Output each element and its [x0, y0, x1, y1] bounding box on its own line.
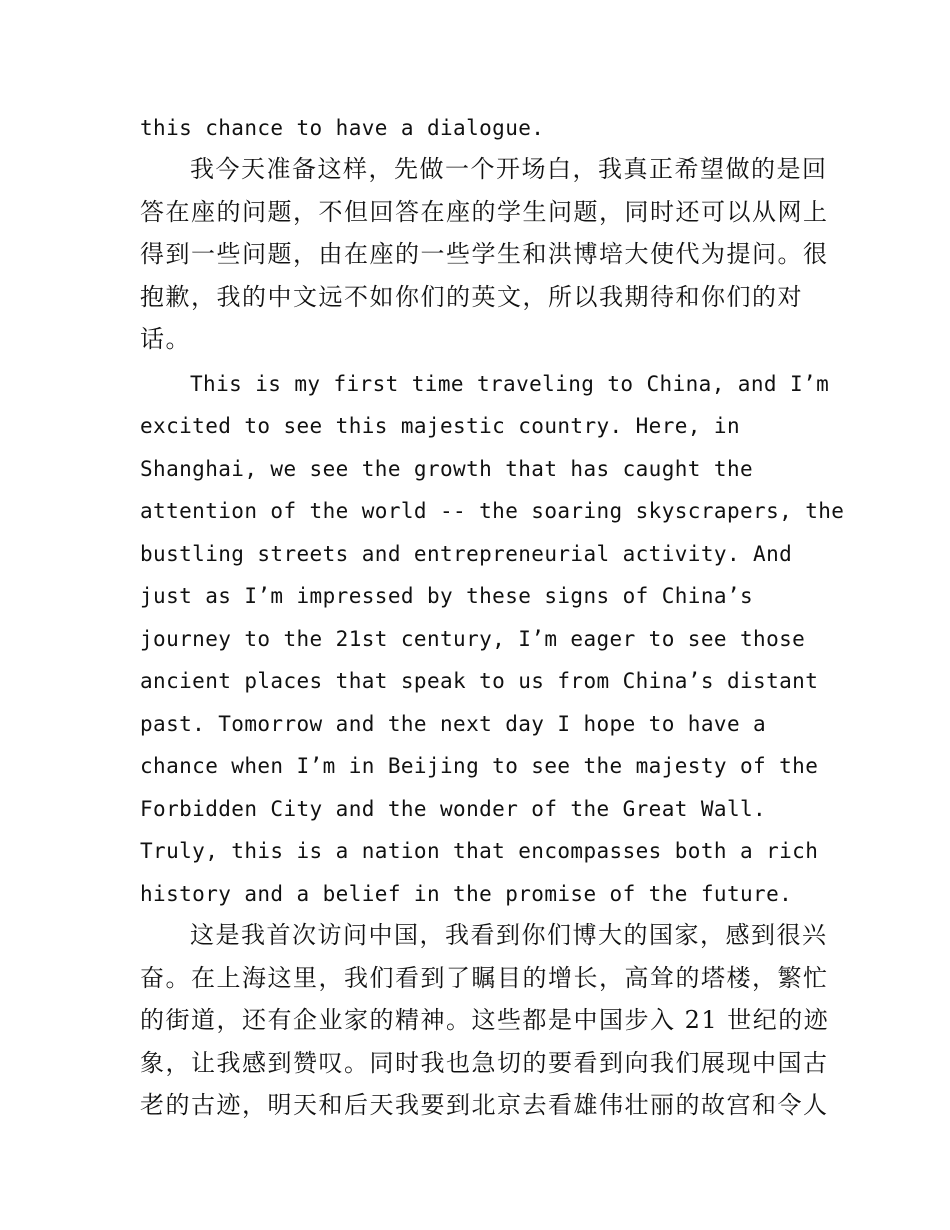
text-line: journey to the 21st century, I’m eager to see those	[140, 627, 806, 651]
text-line: 象，让我感到赞叹。同时我也急切的要看到向我们展现中国古	[140, 1049, 829, 1077]
text-line: Shanghai, we see the growth that has caught the	[140, 457, 754, 481]
text-line: just as I’m impressed by these signs of China’s	[140, 584, 754, 608]
text-line: past. Tomorrow and the next day I hope to have a	[140, 712, 767, 736]
text-line: attention of the world -- the soaring skyscrapers, the	[140, 499, 845, 523]
text-line: this chance to have a dialogue.	[140, 116, 545, 140]
text-line: 老的古迹，明天和后天我要到北京去看雄伟壮丽的故宫和令人	[140, 1091, 829, 1119]
text-line: 这是我首次访问中国，我看到你们博大的国家，感到很兴	[190, 921, 828, 949]
text-line: 奋。在上海这里，我们看到了瞩目的增长，高耸的塔楼，繁忙	[140, 964, 829, 992]
text-line: 得到一些问题，由在座的一些学生和洪博培大使代为提问。很	[140, 240, 829, 268]
text-line: 话。	[140, 325, 191, 353]
text-line: ancient places that speak to us from China’s distant	[140, 669, 819, 693]
text-line: 答在座的问题，不但回答在座的学生问题，同时还可以从网上	[140, 198, 829, 226]
text-line: 抱歉，我的中文远不如你们的英文，所以我期待和你们的对	[140, 283, 803, 311]
text-line: bustling streets and entrepreneurial activity. And	[140, 542, 793, 566]
text-line: 的街道，还有企业家的精神。这些都是中国步入 21 世纪的迹	[140, 1006, 830, 1034]
text-line: This is my first time traveling to China, and I’m	[190, 372, 830, 396]
text-line: chance when I’m in Beijing to see the majesty of the	[140, 754, 819, 778]
text-line: Forbidden City and the wonder of the Great Wall.	[140, 797, 767, 821]
text-line: 我今天准备这样，先做一个开场白，我真正希望做的是回	[190, 155, 828, 183]
text-line: history and a belief in the promise of the future.	[140, 882, 793, 906]
text-line: excited to see this majestic country. Here, in	[140, 414, 740, 438]
text-line: Truly, this is a nation that encompasses both a rich	[140, 839, 819, 863]
